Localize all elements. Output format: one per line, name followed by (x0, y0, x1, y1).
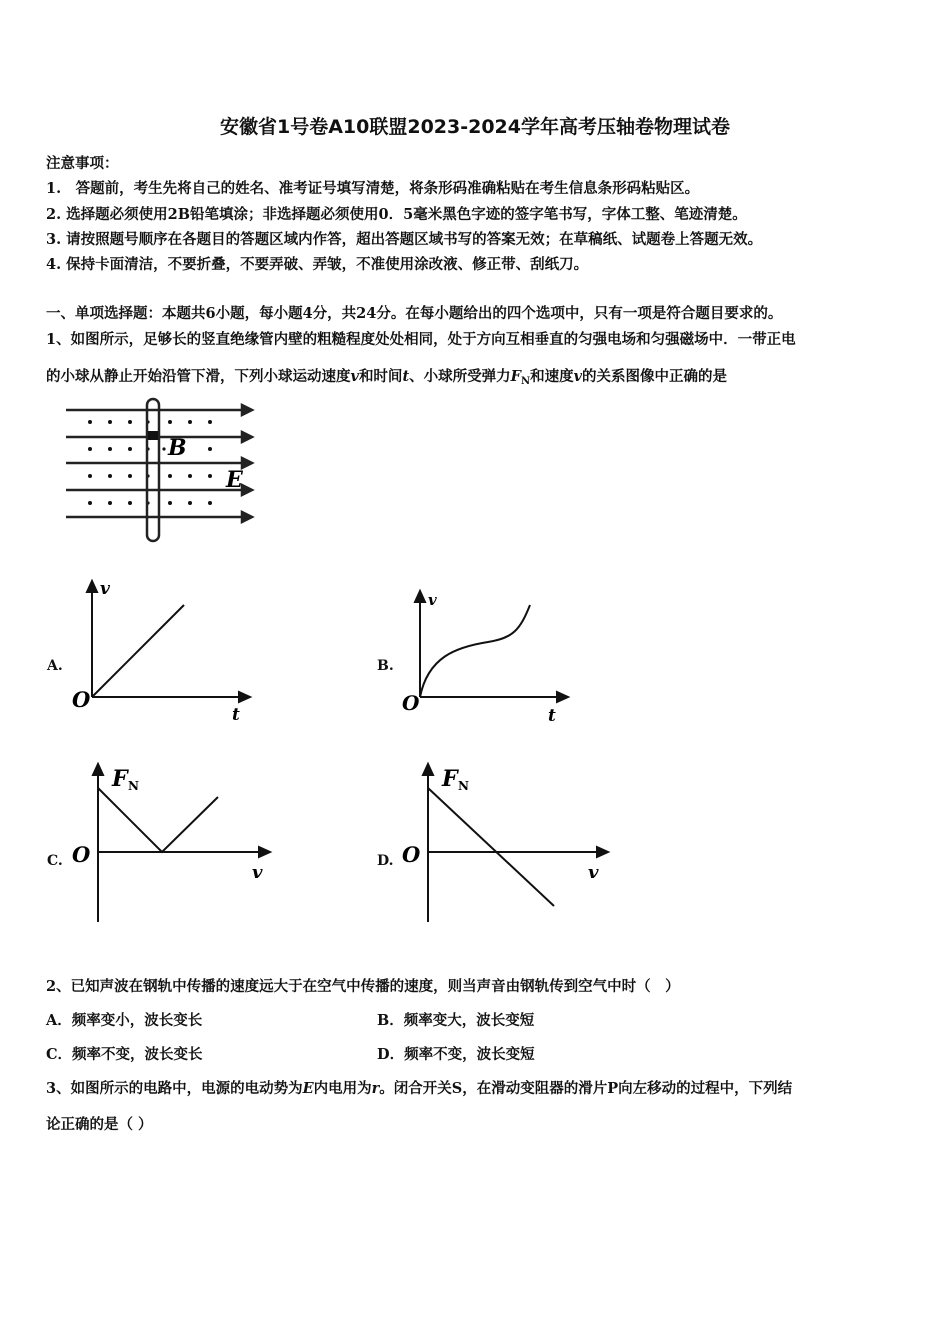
option-a-x-label: t (232, 705, 240, 725)
field-figure (60, 395, 260, 550)
q1-text: 的小球从静止开始沿管下滑，下列小球运动速度 (46, 368, 351, 385)
q1-text: 和时间 (358, 368, 403, 385)
field-b-label: B (168, 435, 187, 461)
q3-text: 内电用为 (313, 1080, 372, 1097)
option-d-x-label: v (588, 862, 599, 883)
q1-var-n: N (520, 376, 531, 387)
option-b-origin: O (402, 691, 420, 715)
q2-option-c: C．频率不变，波长变长 (46, 1046, 203, 1063)
option-a-origin: O (72, 687, 91, 712)
option-c-x-label: v (252, 862, 263, 883)
field-e-label: E (226, 467, 243, 493)
q1-var-v: v (573, 368, 583, 385)
option-d-y-label: F (442, 766, 458, 792)
q3-var-e: E (302, 1080, 314, 1097)
q1-var-f: F (510, 368, 521, 385)
q2-stem: 2、已知声波在钢轨中传播的速度远大于在空气中传播的速度，则当声音由钢轨传到空气中时（ ） (46, 978, 680, 995)
q2-option-b: B．频率变大，波长变短 (377, 1012, 535, 1029)
option-c-graph (68, 758, 278, 928)
option-b-label: B. (377, 658, 394, 674)
option-b-x-label: t (548, 706, 556, 726)
option-d-label: D. (377, 853, 394, 869)
q1-text: 的关系图像中正确的是 (582, 368, 728, 385)
q1-line2 (46, 365, 727, 387)
option-b-graph (398, 585, 578, 730)
q3-line1 (46, 1077, 792, 1098)
q2-option-d: D．频率不变，波长变短 (377, 1046, 535, 1063)
q1-text: 和速度 (530, 368, 574, 385)
q3-var-r: r (371, 1080, 380, 1097)
page-title: 安徽省1号卷A10联盟2023-2024学年高考压轴卷物理试卷 (219, 116, 730, 138)
notice-item: 4. 保持卡面清洁，不要折叠，不要弄破、弄皱，不准使用涂改液、修正带、刮纸刀。 (46, 256, 589, 273)
notice-item: 1. 答题前，考生先将自己的姓名、准考证号填写清楚，将条形码准确粘贴在考生信息条形码粘贴区。 (46, 180, 700, 197)
q1-var-t: t (402, 368, 410, 385)
notice-heading: 注意事项： (46, 155, 119, 172)
section-heading: 一、单项选择题：本题共6小题，每小题4分，共24分。在每小题给出的四个选项中，只有一项是符合题目要求的。 (46, 305, 783, 322)
option-d-y-sub: N (458, 779, 469, 793)
option-b-y-label: v (428, 591, 437, 609)
option-a-graph (70, 575, 260, 725)
option-c-y-label: F (112, 766, 128, 792)
q1-text: 、小球所受弹力 (409, 368, 511, 385)
q3-text: 3、如图所示的电路中，电源的电动势为 (46, 1080, 303, 1097)
option-a-y-label: v (100, 579, 110, 599)
option-d-origin: O (402, 842, 421, 867)
option-c-label: C. (47, 853, 63, 869)
q1-line1: 1、如图所示，足够长的竖直绝缘管内壁的粗糙程度处处相同，处于方向互相垂直的匀强电场和匀强磁场中．一带正电 (46, 331, 796, 348)
option-d-graph (398, 758, 618, 928)
q3-text: 。闭合开关S，在滑动变阻器的滑片P向左移动的过程中，下列结 (379, 1080, 793, 1097)
notice-item: 3. 请按照题号顺序在各题目的答题区域内作答，超出答题区域书写的答案无效；在草稿纸、试题卷上答题无效。 (46, 231, 763, 248)
option-a-label: A. (47, 658, 63, 674)
option-c-origin: O (72, 842, 91, 867)
q3-line2: 论正确的是（ ） (46, 1116, 153, 1133)
option-c-y-sub: N (128, 779, 139, 793)
q2-option-a: A．频率变小，波长变长 (46, 1012, 203, 1029)
notice-item: 2. 选择题必须使用2B铅笔填涂；非选择题必须使用0．5毫米黑色字迹的签字笔书写，字体工整、笔迹清楚。 (46, 206, 747, 223)
q1-var-v: v (350, 368, 359, 385)
